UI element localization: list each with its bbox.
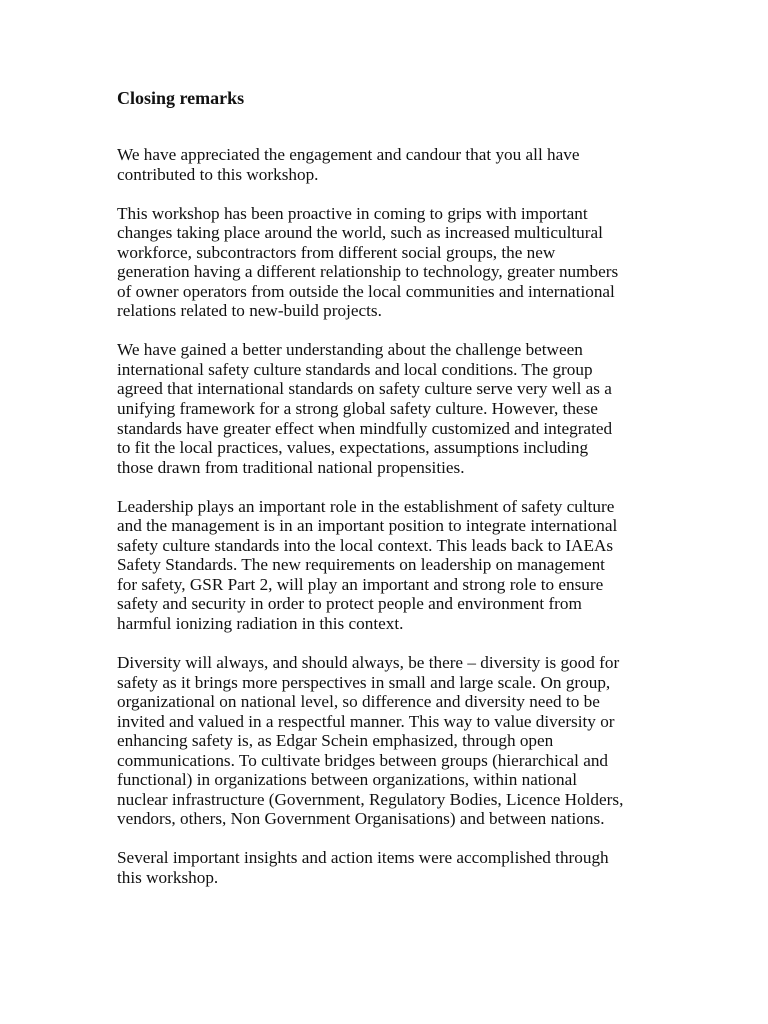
text-line: Several important insights and action items were accomplished through [117,848,609,868]
text-line: safety as it brings more perspectives in small and large scale. On group, [117,672,611,692]
text-line: We have appreciated the engagement and candour that you all have [117,145,580,164]
paragraph-5 [117,653,677,829]
document-body [117,145,677,907]
text-line: Safety Standards. The new requirements on leadership on management [117,555,605,575]
text-line: functional) in organizations between organizations, within national [117,770,577,790]
text-line: to fit the local practices, values, expectations, assumptions including [117,438,589,458]
text-line: for safety, GSR Part 2, will play an important and strong role to ensure [117,574,604,594]
text-line: This workshop has been proactive in coming to grips with important [117,203,588,223]
text-line: this workshop. [117,868,219,887]
text-line: changes taking place around the world, such as increased multicultural [117,223,603,243]
text-line: those drawn from traditional national propensities. [117,457,465,477]
text-line: invited and valued in a respectful manner. This way to value diversity or [117,711,615,731]
text-line: organizational on national level, so difference and diversity need to be [117,692,600,712]
text-line: agreed that international standards on safety culture serve very well as a [117,379,612,399]
text-line: of owner operators from outside the local communities and international [117,281,615,301]
text-line: communications. To cultivate bridges between groups (hierarchical and [117,750,609,770]
paragraph-1 [117,145,677,184]
paragraph-4 [117,497,677,634]
text-line: Leadership plays an important role in the establishment of safety culture [117,496,615,516]
text-line: enhancing safety is, as Edgar Schein emphasized, through open [117,731,554,751]
text-line: We have gained a better understanding about the challenge between [117,340,583,360]
text-line: safety culture standards into the local context. This leads back to IAEAs [117,535,614,555]
text-line: safety and security in order to protect people and environment from [117,594,582,614]
text-line: international safety culture standards and local conditions. The group [117,359,593,379]
text-line: Diversity will always, and should always, be there – diversity is good for [117,653,620,673]
text-line: workforce, subcontractors from different social groups, the new [117,242,556,262]
text-line: standards have greater effect when mindfully customized and integrated [117,418,613,438]
paragraph-2 [117,204,677,321]
page-title: Closing remarks [117,88,245,108]
text-line: unifying framework for a strong global safety culture. However, these [117,399,598,419]
paragraph-3 [117,340,677,477]
text-line: relations related to new-build projects. [117,301,382,321]
text-line: generation having a different relationship to technology, greater numbers [117,262,619,282]
text-line: nuclear infrastructure (Government, Regulatory Bodies, Licence Holders, [117,789,624,809]
text-line: and the management is in an important position to integrate international [117,516,618,536]
text-line: harmful ionizing radiation in this context. [117,613,404,633]
paragraph-6 [117,848,677,887]
text-line: vendors, others, Non Government Organisations) and between nations. [117,809,605,829]
text-line: contributed to this workshop. [117,164,319,184]
